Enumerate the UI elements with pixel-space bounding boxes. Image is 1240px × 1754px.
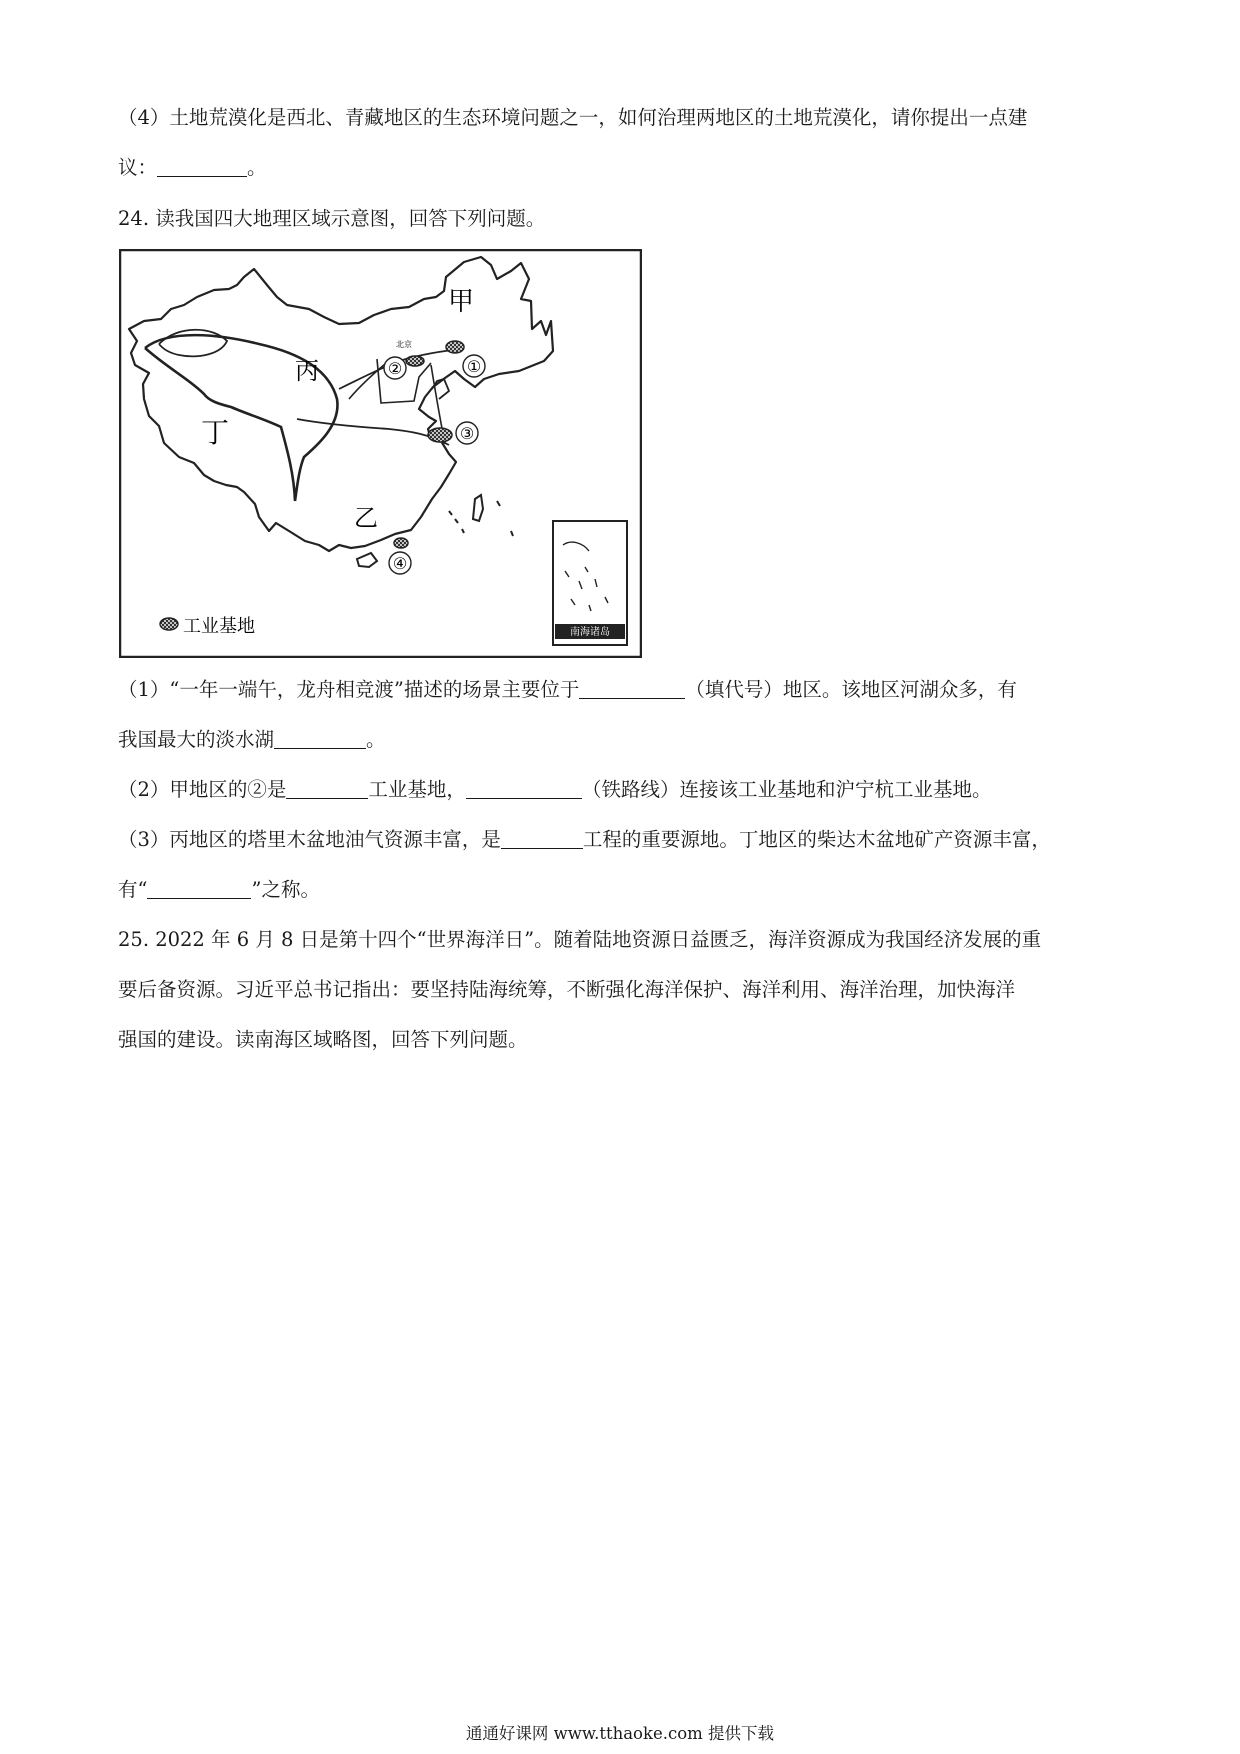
industrial-base-3 [428, 428, 452, 442]
q24-2-text-c: （铁路线）连接该工业基地和沪宁杭工业基地。 [581, 778, 992, 801]
q24-1-text-a: （1）“一年一端午，龙舟相竞渡”描述的场景主要位于 [118, 678, 580, 701]
answer-blank[interactable] [157, 156, 247, 177]
q24-3-text-b: 工程的重要源地。丁地区的柴达木盆地矿产资源丰富， [582, 828, 1051, 851]
q23-4-prefix: 议： [118, 156, 158, 179]
marker-3 [456, 422, 478, 444]
region-label-ding: 丁 [200, 416, 230, 449]
answer-blank[interactable] [286, 778, 368, 799]
q24-2-text-b: 工业基地， [368, 778, 466, 801]
city-label-beijing: 北京 [396, 340, 412, 349]
q24-1-text-b: （填代号）地区。该地区河湖众多，有 [685, 678, 1017, 701]
inset-south-china-sea [553, 521, 627, 645]
industrial-base-2 [406, 356, 424, 366]
answer-blank[interactable] [274, 728, 366, 749]
q24-1-line-2 [118, 725, 386, 755]
q24-3-line-1 [118, 825, 1051, 855]
answer-blank[interactable] [501, 828, 583, 849]
svg-text:②: ② [387, 359, 403, 378]
legend-label: 工业基地 [183, 616, 255, 637]
marker-2 [384, 357, 406, 379]
svg-text:①: ① [466, 357, 482, 376]
region-label-jia: 甲 [447, 287, 475, 317]
answer-blank[interactable] [147, 878, 251, 899]
region-label-yi: 乙 [354, 504, 378, 532]
question-24-sub-2 [118, 775, 991, 805]
china-regions-map [119, 249, 642, 658]
q25-line-2: 要后备资源。习近平总书记指出：要坚持陆海统筹，不断强化海洋保护、海洋利用、海洋治理，加快海洋 [118, 978, 1016, 1001]
q24-3-text-d: ”之称。 [251, 878, 320, 901]
q24-1-text-c: 我国最大的淡水湖 [118, 728, 275, 751]
q23-4-line-2 [118, 153, 267, 183]
answer-blank[interactable] [466, 778, 582, 799]
q24-1-text-d: 。 [366, 728, 386, 751]
q25-line-3: 强国的建设。读南海区域略图，回答下列问题。 [118, 1028, 528, 1051]
q23-4-suffix: 。 [247, 156, 267, 179]
marker-4 [389, 552, 411, 574]
question-24-stem: 24. 读我国四大地理区域示意图，回答下列问题。 [118, 207, 546, 230]
q23-4-line-1: （4）土地荒漠化是西北、青藏地区的生态环境问题之一，如何治理两地区的土地荒漠化，请你提出一点建 [118, 106, 1028, 129]
industrial-base-1 [446, 341, 464, 353]
region-label-bing: 丙 [295, 357, 319, 385]
q24-3-text-c: 有“ [118, 878, 148, 901]
q24-1-line-1 [118, 675, 1017, 705]
svg-text:③: ③ [459, 424, 475, 443]
svg-text:④: ④ [392, 554, 408, 573]
answer-blank[interactable] [579, 678, 685, 699]
q24-2-text-a: （2）甲地区的②是 [118, 778, 287, 801]
q24-3-text-a: （3）丙地区的塔里木盆地油气资源丰富，是 [118, 828, 501, 851]
marker-1 [463, 355, 485, 377]
q24-3-line-2 [118, 875, 320, 905]
q25-line-1: 25. 2022 年 6 月 8 日是第十四个“世界海洋日”。随着陆地资源日益匮乏，海洋资源成为我国经济发展的重 [118, 928, 1042, 951]
inset-label: 南海诸岛 [570, 627, 610, 638]
industrial-base-4 [394, 538, 408, 548]
page-footer: 通通好课网 www.tthaoke.com 提供下载 [465, 1724, 775, 1743]
